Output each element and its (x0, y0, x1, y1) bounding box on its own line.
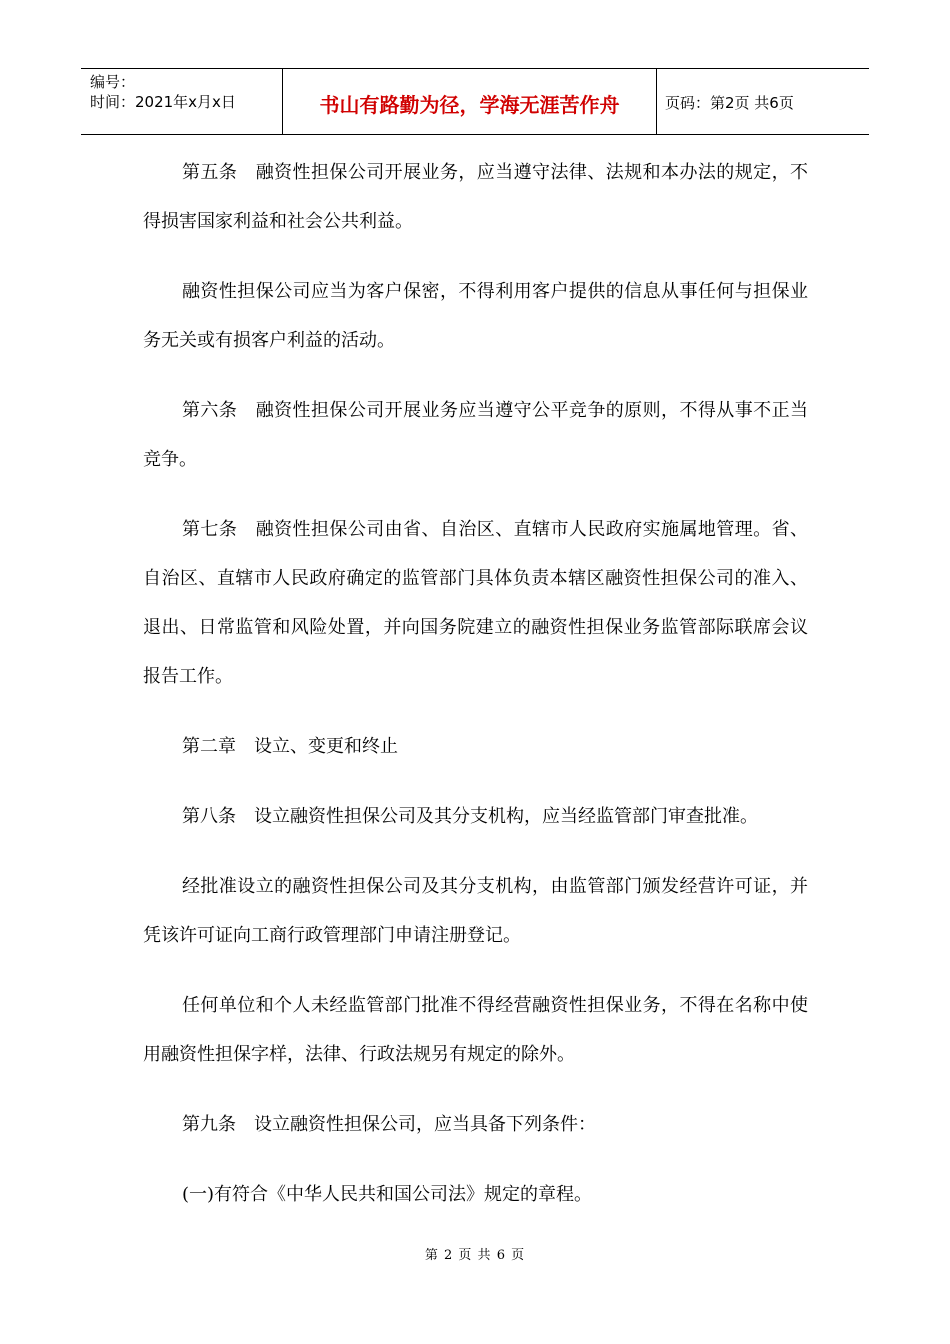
paragraph: 第八条 设立融资性担保公司及其分支机构，应当经监管部门审查批准。 (182, 806, 758, 827)
header-page-info: 页码：第2页 共6页 (665, 94, 794, 112)
page-footer: 第 2 页 共 6 页 (424, 1248, 526, 1263)
paragraph: (一)有符合《中华人民共和国公司法》规定的章程。 (182, 1184, 593, 1205)
paragraph: 第九条 设立融资性担保公司，应当具备下列条件： (182, 1114, 596, 1135)
page-header (81, 68, 869, 135)
document-number-label: 编号： (90, 73, 136, 91)
paragraph: 第六条 融资性担保公司开展业务应当遵守公平竞争的原则，不得从事不正当竞争。 (143, 400, 808, 470)
paragraph: 第五条 融资性担保公司开展业务，应当遵守法律、法规和本办法的规定，不得损害国家利益和社会公共利益。 (143, 162, 808, 232)
paragraph: 融资性担保公司应当为客户保密，不得利用客户提供的信息从事任何与担保业务无关或有损客户利益的活动。 (143, 281, 808, 351)
paragraph: 经批准设立的融资性担保公司及其分支机构，由监管部门颁发经营许可证，并凭该许可证向工商行政管理部门申请注册登记。 (143, 876, 808, 946)
chapter-heading: 第二章 设立、变更和终止 (182, 736, 398, 757)
paragraph: 第七条 融资性担保公司由省、自治区、直辖市人民政府实施属地管理。省、自治区、直辖市人民政府确定的监管部门具体负责本辖区融资性担保公司的准入、退出、日常监管和风险处置，并向国务院建立的融资性担保业务监管部际联席会议报告工作。 (143, 519, 808, 687)
document-body (143, 148, 808, 1240)
header-motto: 书山有路勤为径，学海无涯苦作舟 (283, 69, 657, 134)
document-date-label: 时间：2021年x月x日 (90, 93, 236, 111)
paragraph: 任何单位和个人未经监管部门批准不得经营融资性担保业务，不得在名称中使用融资性担保字样，法律、行政法规另有规定的除外。 (143, 995, 808, 1065)
header-meta (81, 69, 283, 134)
